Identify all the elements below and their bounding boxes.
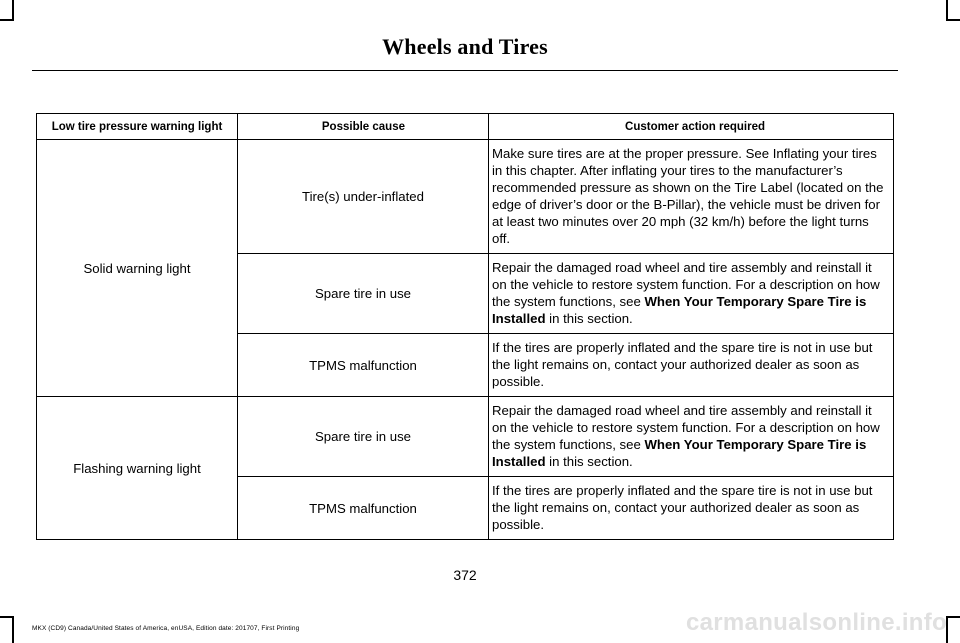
cross-reference: When Your Temporary Spare Tire is Installed	[492, 294, 867, 326]
action-cell	[489, 254, 894, 334]
crop-mark-top-left-h	[0, 19, 14, 21]
cause-cell: TPMS malfunction	[238, 477, 489, 540]
crop-mark-top-right-h	[946, 19, 960, 21]
header-warning-light: Low tire pressure warning light	[37, 114, 238, 140]
action-text: Repair the damaged road wheel and tire assembly and reinstall it on the vehicle to restore system function. For a description on how the system functions, see	[492, 260, 880, 309]
crop-mark-bottom-right-h	[946, 616, 960, 618]
action-text: Repair the damaged road wheel and tire assembly and reinstall it on the vehicle to restore system function. For a description on how the system functions, see	[492, 403, 880, 452]
header-possible-cause: Possible cause	[238, 114, 489, 140]
action-text: in this section.	[545, 454, 633, 469]
cause-cell: TPMS malfunction	[238, 334, 489, 397]
action-cell: Make sure tires are at the proper pressure. See Inflating your tires in this chapter. After inflating your tires to the manufacturer’s recommended pressure as shown on the Tire Label (located on the edge of driver’s door or the B-Pillar), the vehicle must be driven for at least two minutes over 20 mph (32 km/h) before the light turns off.	[489, 140, 894, 254]
cross-reference: When Your Temporary Spare Tire is Installed	[492, 437, 867, 469]
warning-light-table	[36, 113, 894, 540]
title-divider	[32, 70, 898, 71]
edition-footer: MKX (CD9) Canada/United States of America, enUSA, Edition date: 201707, First Printing	[32, 625, 300, 632]
header-customer-action: Customer action required	[489, 114, 894, 140]
cause-cell: Spare tire in use	[238, 254, 489, 334]
table-row	[37, 397, 894, 477]
warning-light-cell: Solid warning light	[37, 140, 238, 397]
action-cell	[489, 397, 894, 477]
action-cell: If the tires are properly inflated and the spare tire is not in use but the light remains on, contact your authorized dealer as soon as possible.	[489, 334, 894, 397]
crop-mark-top-right-v	[946, 0, 948, 20]
warning-light-cell: Flashing warning light	[37, 397, 238, 540]
crop-mark-bottom-left-v	[12, 616, 14, 643]
cause-cell: Spare tire in use	[238, 397, 489, 477]
table-row	[37, 140, 894, 254]
page-title: Wheels and Tires	[382, 34, 548, 59]
action-cell: If the tires are properly inflated and the spare tire is not in use but the light remains on, contact your authorized dealer as soon as possible.	[489, 477, 894, 540]
crop-mark-bottom-left-h	[0, 616, 14, 618]
watermark-text: carmanualsonline.info	[686, 609, 948, 636]
cause-cell: Tire(s) under-inflated	[238, 140, 489, 254]
page-number: 372	[453, 567, 477, 583]
crop-mark-top-left-v	[12, 0, 14, 20]
table-header-row	[37, 114, 894, 140]
action-text: in this section.	[545, 311, 633, 326]
